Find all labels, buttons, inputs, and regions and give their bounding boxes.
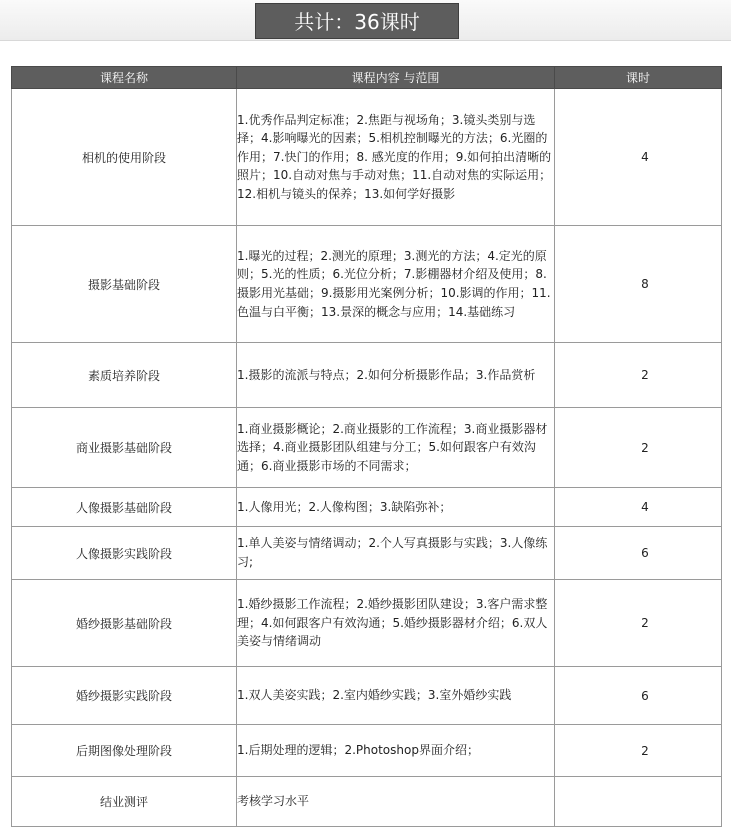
course-hours-cell [555, 725, 722, 777]
table-row [12, 89, 722, 226]
course-hours-cell [555, 343, 722, 408]
course-name: 人像摄影实践阶段 [12, 527, 237, 580]
course-content: 1.单人美姿与情绪调动；2.个人写真摄影与实践；3.人像练习; [237, 527, 555, 580]
course-hours-cell [555, 777, 722, 827]
column-header-course-name: 课程名称 [12, 67, 237, 89]
course-name: 结业测评 [12, 777, 237, 827]
course-hours-cell [555, 408, 722, 488]
course-hours-cell [555, 580, 722, 667]
course-hours: 4 [641, 500, 649, 514]
course-name: 人像摄影基础阶段 [12, 488, 237, 527]
course-hours-cell [555, 667, 722, 725]
table-row [12, 580, 722, 667]
table-row [12, 725, 722, 777]
course-name: 相机的使用阶段 [12, 89, 237, 226]
course-hours-cell [555, 226, 722, 343]
course-hours: 2 [641, 368, 649, 382]
course-name: 商业摄影基础阶段 [12, 408, 237, 488]
table-row [12, 408, 722, 488]
table-row [12, 667, 722, 725]
course-content: 考核学习水平 [237, 777, 555, 827]
course-content: 1.后期处理的逻辑；2.Photoshop界面介绍； [237, 725, 555, 777]
column-header-hours: 课时 [555, 67, 722, 89]
table-row [12, 226, 722, 343]
header-band [0, 0, 731, 41]
course-content: 1.人像用光；2.人像构图；3.缺陷弥补； [237, 488, 555, 527]
course-name: 素质培养阶段 [12, 343, 237, 408]
course-hours: 8 [641, 277, 649, 291]
course-name: 婚纱摄影实践阶段 [12, 667, 237, 725]
course-content: 1.曝光的过程；2.测光的原理；3.测光的方法；4.定光的原则；5.光的性质；6.光位分析；7.影棚器材介绍及使用；8.摄影用光基础；9.摄影用光案例分析；10.影调的作用；11.色温与白平衡；13.景深的概念与应用；14.基础练习 [237, 226, 555, 343]
course-hours: 2 [641, 616, 649, 630]
course-content: 1.优秀作品判定标准；2.焦距与视场角；3.镜头类别与选择；4.影响曝光的因素；5.相机控制曝光的方法；6.光圈的作用；7.快门的作用；8. 感光度的作用；9.如何拍出清晰的照片；10.自动对焦与手动对焦；11.自动对焦的实际运用；12.相机与镜头的保养；13.如何学好摄影 [237, 89, 555, 226]
course-hours: 6 [641, 546, 649, 560]
column-header-course-content: 课程内容 与范围 [237, 67, 555, 89]
course-name: 婚纱摄影基础阶段 [12, 580, 237, 667]
course-table [11, 66, 722, 827]
course-hours: 2 [641, 743, 649, 758]
table-row [12, 343, 722, 408]
course-name: 后期图像处理阶段 [12, 725, 237, 777]
course-content: 1.双人美姿实践；2.室内婚纱实践；3.室外婚纱实践 [237, 667, 555, 725]
course-hours-cell [555, 527, 722, 580]
course-hours-cell [555, 89, 722, 226]
table-row [12, 488, 722, 527]
course-hours-cell [555, 488, 722, 527]
course-content: 1.婚纱摄影工作流程；2.婚纱摄影团队建设；3.客户需求整理；4.如何跟客户有效沟通；5.婚纱摄影器材介绍；6.双人美姿与情绪调动 [237, 580, 555, 667]
course-content: 1.商业摄影概论；2.商业摄影的工作流程；3.商业摄影器材选择；4.商业摄影团队组建与分工；5.如何跟客户有效沟通；6.商业摄影市场的不同需求； [237, 408, 555, 488]
course-hours: 6 [641, 688, 649, 703]
table-row [12, 777, 722, 827]
course-name: 摄影基础阶段 [12, 226, 237, 343]
total-hours-title: 共计：36课时 [255, 3, 459, 39]
table-row [12, 527, 722, 580]
course-hours: 4 [641, 150, 649, 164]
table-header-row [12, 67, 722, 89]
course-content: 1.摄影的流派与特点；2.如何分析摄影作品；3.作品赏析 [237, 343, 555, 408]
course-hours: 2 [641, 440, 649, 455]
